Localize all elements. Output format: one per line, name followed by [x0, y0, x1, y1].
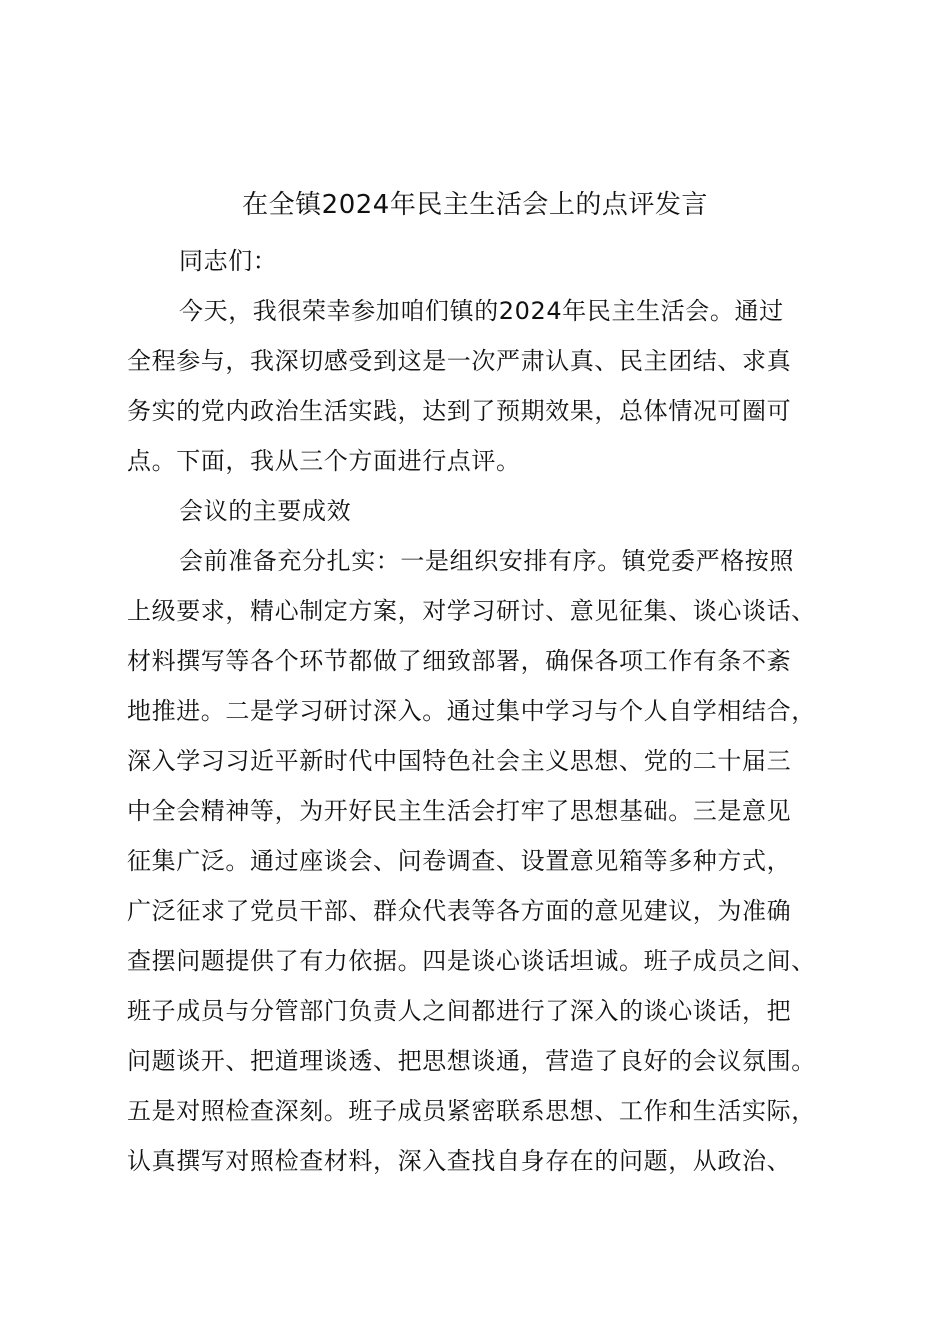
paragraph-1-line-4: 点。下面，我从三个方面进行点评。	[127, 447, 521, 475]
paragraph-2-line-2: 上级要求，精心制定方案，对学习研讨、意见征集、谈心谈话、	[127, 597, 816, 625]
paragraph-2-line-9: 查摆问题提供了有力依据。四是谈心谈话坦诚。班子成员之间、	[127, 947, 816, 975]
paragraph-2-line-12: 五是对照检查深刻。班子成员紧密联系思想、工作和生活实际，	[127, 1097, 816, 1125]
paragraph-1-line-2: 全程参与，我深切感受到这是一次严肃认真、民主团结、求真	[127, 347, 792, 375]
salutation-line: 同志们：	[179, 247, 278, 275]
paragraph-2-line-1: 会前准备充分扎实：一是组织安排有序。镇党委严格按照	[179, 547, 794, 575]
paragraph-2-line-6: 中全会精神等，为开好民主生活会打牢了思想基础。三是意见	[127, 797, 792, 825]
paragraph-2-line-5: 深入学习习近平新时代中国特色社会主义思想、党的二十届三	[127, 747, 792, 775]
document-body	[127, 236, 857, 1186]
paragraph-2-line-3: 材料撰写等各个环节都做了细致部署，确保各项工作有条不紊	[127, 647, 792, 675]
paragraph-2-line-7: 征集广泛。通过座谈会、问卷调查、设置意见箱等多种方式，	[127, 847, 792, 875]
paragraph-1-line-1: 今天，我很荣幸参加咱们镇的2024年民主生活会。通过	[179, 297, 784, 325]
paragraph-2-line-4: 地推进。二是学习研讨深入。通过集中学习与个人自学相结合，	[127, 697, 816, 725]
section-heading: 会议的主要成效	[179, 497, 352, 525]
paragraph-1-line-3: 务实的党内政治生活实践，达到了预期效果，总体情况可圈可	[127, 397, 792, 425]
paragraph-2-line-11: 问题谈开、把道理谈透、把思想谈通，营造了良好的会议氛围。	[127, 1047, 816, 1075]
document-title: 在全镇2024年民主生活会上的点评发言	[242, 190, 708, 220]
paragraph-2-line-8: 广泛征求了党员干部、群众代表等各方面的意见建议，为准确	[127, 897, 792, 925]
paragraph-2-line-10: 班子成员与分管部门负责人之间都进行了深入的谈心谈话，把	[127, 997, 792, 1025]
paragraph-2-line-13: 认真撰写对照检查材料，深入查找自身存在的问题，从政治、	[127, 1147, 792, 1175]
